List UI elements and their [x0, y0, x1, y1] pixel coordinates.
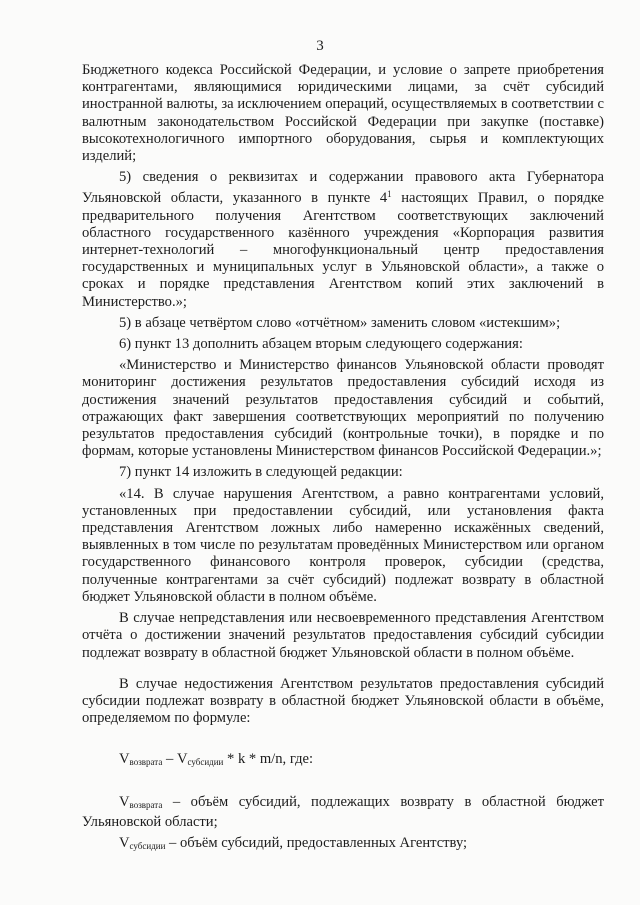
paragraph-nonachievement: В случае недостижения Агентством результатов предоставления субсидий субсидии подлежат возврату в областной бюджет Ульяновской области в объёме, определяемом по формуле: [82, 675, 604, 727]
definition-v-return: $V_{возврата}$ – объём субсидий, подлежащих возврату в областной бюджет Ульяновской области; [82, 793, 604, 830]
document-body [82, 62, 604, 855]
definition-v-subsidy: $V_{субсидии}$ – объём субсидий, предоставленных Агентству; [119, 834, 468, 851]
paragraph-item-6: 6) пункт 13 дополнить абзацем вторым следующего содержания: [119, 336, 523, 353]
paragraph-monitoring: «Министерство и Министерство финансов Ульяновской области проводят мониторинг достижения результатов предоставления субсидий исходя из достижения значений результатов предоставления субсидий и событий, отражающих факт завершения соответствующих мероприятий по получению результатов предоставления субсидий (контрольные точки), в порядке и по формам, которые установлены Министерством финансов Российской Федерации.»; [82, 357, 604, 460]
formula: $V_{возврата} - V_{субсидии}$ * k * m/n, где: [119, 751, 314, 768]
paragraph-nonsubmission: В случае непредставления или несвоевременного представления Агентством отчёта о достижении значений результатов предоставления субсидий субсидии подлежат возврату в областной бюджет Ульяновской области в полном объёме. [82, 610, 604, 661]
paragraph-item-7: 7) пункт 14 изложить в следующей редакции: [119, 464, 403, 481]
paragraph-item-14: «14. В случае нарушения Агентством, а равно контрагентами условий, установленных при предоставлении субсидий, или установления факта представления Агентством ложных либо намеренно искажённых сведений, выявленных в том числе по результатам проведённых Министерством или органом государственного финансового контроля проверок, субсидии (средства, полученные контрагентами за счёт субсидий) подлежат возврату в областной бюджет Ульяновской области в полном объёме. [82, 485, 604, 605]
superscript: 1 [387, 189, 392, 200]
paragraph-item-5-replace: 5) в абзаце четвёртом слово «отчётном» заменить словом «истекшим»; [119, 314, 561, 331]
paragraph-continuation: Бюджетного кодекса Российской Федерации, и условие о запрете приобретения контрагентами, являющимися юридическими лицами, за счёт субсидий иностранной валюты, за исключением операций, осуществляемых в соответствии с валютным законодательством Российской Федерации при закупке (поставке) высокотехнологичного импортного оборудования, сырья и комплектующих изделий; [82, 62, 604, 165]
paragraph-item-5-info: 5) сведения о реквизитах и содержании правового акта Губернатора Ульяновской области, указанного в пункте $4^1$ настоящих Правил, о порядке предварительного получения Агентством соответствующих заключений областного государственного казённого учреждения «Корпорация развития интернет-технологий – многофункциональный центр предоставления государственных и муниципальных услуг в Ульяновской области», а также о сроках и порядке представления Агентством копий этих заключений в Министерство.»; [82, 169, 605, 310]
page-number: 3 [316, 38, 324, 54]
